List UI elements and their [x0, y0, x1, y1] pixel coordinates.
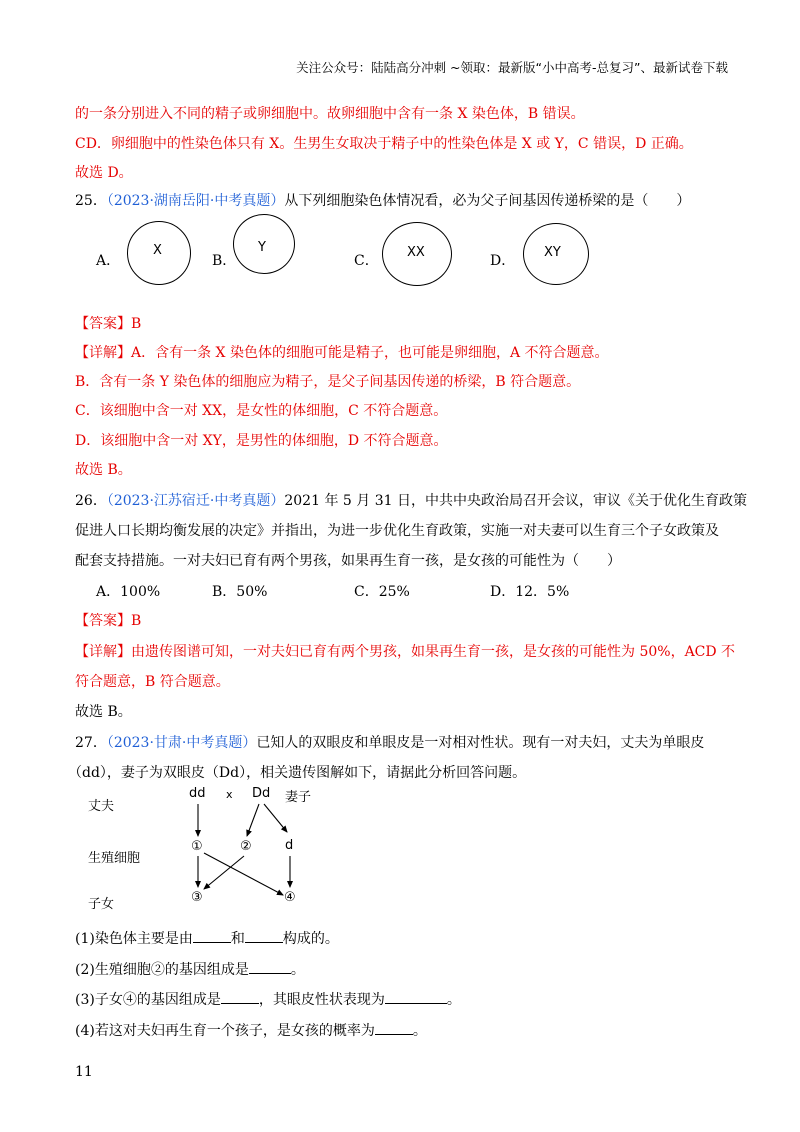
answer-value: B — [131, 316, 142, 332]
conclusion-25: 故选 B。 — [75, 462, 132, 478]
sub-question-4: (4)若这对夫妇再生育一个孩子，是女孩的概率为 。 — [75, 1020, 427, 1040]
cross-sign: x — [226, 788, 233, 801]
detail-26-line-2: 符合题意，B 符合题意。 — [75, 674, 230, 690]
detail-tag: 【详解】 — [75, 345, 131, 361]
detail-tag: 【详解】 — [75, 644, 131, 660]
answer-blank-1b[interactable] — [245, 928, 283, 943]
detail-25-line-4: D．该细胞中含一对 XY，是男性的体细胞，D 不符合题意。 — [75, 433, 448, 449]
option-a-chromosome: X — [153, 243, 162, 258]
option-d-chromosome: XY — [544, 245, 561, 260]
arrow-wife-to-gamete-2 — [247, 804, 259, 836]
option-d-label: D． — [490, 253, 516, 269]
question-26-stem-line-1: 26．（2023·江苏宿迁·中考真题）2021 年 5 月 31 日，中共中央政治局召开会议，审议《关于优化生育政策 — [75, 493, 747, 509]
question-27-stem-line-2: （dd），妻子为双眼皮（Dd），相关遗传图解如下，请据此分析回答问题。 — [68, 765, 527, 781]
child-3: ③ — [191, 890, 203, 905]
sub-question-2: (2)生殖细胞②的基因组成是 。 — [75, 959, 305, 979]
option-c: C．25% — [354, 584, 410, 600]
sub-question-3: (3)子女④的基因组成是 ，其眼皮性状表现为 。 — [75, 989, 461, 1009]
page-number: 11 — [75, 1064, 93, 1080]
conclusion-26: 故选 B。 — [75, 704, 132, 720]
answer-blank-2[interactable] — [249, 959, 291, 974]
option-b-label: B． — [212, 253, 237, 269]
question-number: 26． — [75, 493, 107, 509]
row-label-wife: 妻子 — [285, 790, 312, 805]
row-label-child: 子女 — [88, 897, 115, 912]
option-a: A．100% — [96, 584, 161, 600]
question-26-stem-line-3: 配套支持措施。一对夫妇已育有两个男孩，如果再生育一孩，是女孩的可能性为（ ） — [75, 553, 621, 569]
question-27-stem-line-1: 27．（2023·甘肃·中考真题）已知人的双眼皮和单眼皮是一对相对性状。现有一对夫妇，丈夫为单眼皮 — [75, 735, 705, 751]
question-source: （2023·江苏宿迁·中考真题） — [106, 493, 285, 509]
answer-blank-3a[interactable] — [221, 989, 259, 1004]
prev-explanation-line-1: 的一条分别进入不同的精子或卵细胞中。故卵细胞中含有一条 X 染色体，B 错误。 — [75, 106, 585, 122]
sub-question-1: (1)染色体主要是由 和 构成的。 — [75, 928, 339, 948]
detail-26-line-1: 【详解】由遗传图谱可知，一对夫妇已育有两个男孩，如果再生育一孩，是女孩的可能性为 50%，ACD 不 — [75, 644, 736, 660]
question-26-stem-line-2: 促进人口长期均衡发展的决定》并指出，为进一步优化生育政策，实施一对夫妻可以生育三个子女政策及 — [75, 523, 719, 539]
detail-25-line-2: B．含有一条 Y 染色体的细胞应为精子，是父子间基因传递的桥梁，B 符合题意。 — [75, 374, 581, 390]
question-number: 25． — [75, 193, 107, 209]
arrow-gamete-2-to-child-3 — [204, 856, 244, 889]
husband-genotype: dd — [189, 786, 206, 801]
gamete-d: d — [285, 838, 294, 853]
prev-conclusion: 故选 D。 — [75, 165, 133, 181]
row-label-husband: 丈夫 — [88, 799, 115, 814]
detail-25-line-3: C．该细胞中含一对 XX，是女性的体细胞，C 不符合题意。 — [75, 403, 448, 419]
question-number: 27． — [75, 735, 107, 751]
option-a-label: A． — [96, 253, 121, 269]
answer-blank-1a[interactable] — [193, 928, 231, 943]
question-text: 从下列细胞染色体情况看，必为父子间基因传递桥梁的是（ ） — [284, 193, 691, 209]
child-4: ④ — [284, 890, 296, 905]
option-d: D．12．5% — [490, 584, 570, 600]
question-source: （2023·湖南岳阳·中考真题） — [106, 193, 285, 209]
option-b: B．50% — [212, 584, 268, 600]
page-header: 关注公众号：陆陆高分冲刺 ~领取：最新版“小中高考-总复习”、最新试卷下载 — [296, 60, 728, 75]
answer-value: B — [131, 613, 142, 629]
option-c-label: C． — [354, 253, 379, 269]
answer-tag: 【答案】 — [75, 316, 131, 332]
arrow-wife-to-gamete-d — [264, 804, 287, 832]
detail-25-line-1: 【详解】A．含有一条 X 染色体的细胞可能是精子，也可能是卵细胞，A 不符合题意。 — [75, 345, 609, 361]
option-b-chromosome: Y — [258, 240, 266, 255]
answer-tag: 【答案】 — [75, 613, 131, 629]
answer-blank-3b[interactable] — [385, 989, 447, 1004]
wife-genotype: Dd — [252, 786, 271, 801]
option-c-chromosome: XX — [407, 245, 425, 260]
prev-explanation-line-2: CD．卵细胞中的性染色体只有 X。生男生女取决于精子中的性染色体是 X 或 Y，C 错误，D 正确。 — [75, 136, 693, 152]
answer-blank-4[interactable] — [375, 1020, 413, 1035]
arrow-gamete-1-to-child-4 — [204, 853, 283, 895]
gamete-2: ② — [240, 839, 252, 854]
gamete-1: ① — [191, 839, 203, 854]
row-label-gamete: 生殖细胞 — [88, 851, 141, 866]
question-source: （2023·甘肃·中考真题） — [106, 735, 257, 751]
